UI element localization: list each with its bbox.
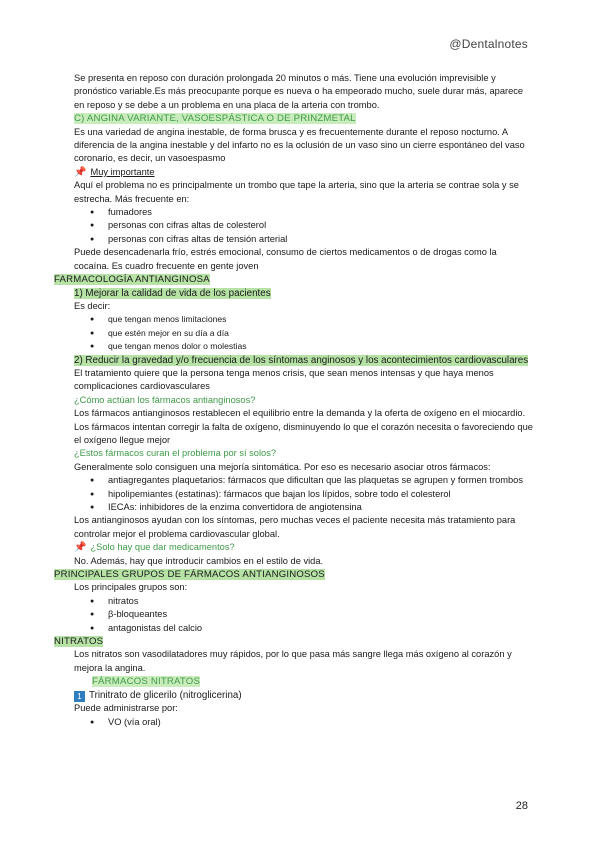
es-decir: Es decir: <box>74 300 111 311</box>
list-item: ● β-bloqueantes <box>90 608 534 621</box>
list-item: ● personas con cifras altas de colesterol <box>90 219 534 232</box>
list-item: ● VO (vía oral) <box>90 716 534 729</box>
pushpin-icon: 📌 <box>74 542 87 554</box>
answer-how: Los fármacos antianginosos restablecen el equilibrio entre la demanda y la oferta de oxígeno en el miocardio. Los fármacos intentan corregir la falta de oxígeno, disminuyendo lo que el corazón necesita o favoreciendo que el oxígeno llegue mejor <box>74 408 533 445</box>
list-item: ● nitratos <box>90 595 534 608</box>
drug-item-nitroglycerin <box>54 689 534 702</box>
admin-intro: Puede administrarse por: <box>74 703 178 714</box>
paragraph-unstable-angina: Se presenta en reposo con duración prolongada 20 minutos o más. Tiene una evolución imprevisible y pronóstico variable.Es más preocupante porque es nueva o ha empeorado mucho, suele durar más, aparece en reposo y se debe a un problema en una placa de la arteria con trombo. <box>74 73 524 110</box>
important-label: Muy importante <box>90 166 155 177</box>
list-item: ● que tengan menos dolor o molestias <box>90 340 534 353</box>
paragraph-vasospasm: Aquí el problema no es principalmente un trombo que tape la arteria, sino que la arteria se contrae sola y se estrecha. Más frecuente en: <box>74 180 519 204</box>
goal1-list <box>54 313 534 353</box>
drug-title: Trinitrato de glicerilo (nitroglicerina) <box>89 689 242 701</box>
paragraph-triggers: Puede desencadenarla frío, estrés emocional, consumo de ciertos medicamentos o de drogas como la cocaína. Es cuadro frecuente en gente joven <box>74 247 497 271</box>
admin-list <box>54 716 534 729</box>
heading-nitrate-drugs: FÁRMACOS NITRATOS <box>92 676 201 688</box>
goal-1: 1) Mejorar la calidad de vida de los pacientes <box>74 287 271 299</box>
number-badge: 1 <box>74 691 85 702</box>
paragraph-antianginal-help: Los antianginosos ayudan con los síntomas, pero muchas veces el paciente necesita más tratamiento para controlar mejor el problema cardiovascular global. <box>74 515 516 539</box>
groups-intro: Los principales grupos son: <box>74 582 188 593</box>
heading-nitratos: NITRATOS <box>54 636 104 648</box>
heading-main-groups: PRINCIPALES GRUPOS DE FÁRMACOS ANTIANGINOSOS <box>54 569 325 581</box>
question-cure: ¿Estos fármacos curan el problema por sí solos? <box>74 448 277 459</box>
question-only-meds-text: ¿Solo hay que dar medicamentos? <box>90 542 235 553</box>
question-how: ¿Cómo actúan los fármacos antianginosos? <box>74 394 256 405</box>
question-only-meds <box>54 541 534 554</box>
list-item: ● que estén mejor en su día a día <box>90 327 534 340</box>
important-note <box>54 166 534 179</box>
paragraph-treatment: El tratamiento quiere que la persona tenga menos crisis, que sean menos intensas y que haya menos complicaciones cardiovasculares <box>74 367 494 392</box>
page-content <box>54 72 534 729</box>
list-item: ● hipolipemiantes (estatinas): fármacos que bajan los lípidos, sobre todo el colesterol <box>90 488 534 501</box>
list-item: ● personas con cifras altas de tensión arterial <box>90 233 534 246</box>
list-item: ● IECAs: inhibidores de la enzima convertidora de angiotensina <box>90 501 534 514</box>
answer-cure: Generalmente solo consiguen una mejoría sintomática. Por eso es necesario asociar otros fármacos: <box>74 461 491 472</box>
paragraph-nitratos: Los nitratos son vasodilatadores muy rápidos, por lo que pasa más sangre llega más oxígeno al corazón y mejora la angina. <box>74 649 512 673</box>
goal-2: 2) Reducir la gravedad y/o frecuencia de los síntomas anginosos y los acontecimientos cardiovasculares <box>74 354 529 366</box>
answer-only-meds: No. Además, hay que introducir cambios en el estilo de vida. <box>74 555 324 566</box>
list-item: ● antagonistas del calcio <box>90 622 534 635</box>
list-item: ● antiagregantes plaquetarios: fármacos que dificultan que las plaquetas se agrupen y formen trombos <box>90 474 534 487</box>
pushpin-icon: 📌 <box>74 166 87 178</box>
heading-variant-angina: C) ANGINA VARIANTE, VASOESPÁSTICA O DE PRINZMETAL <box>74 113 356 125</box>
list-item: ● fumadores <box>90 206 534 219</box>
heading-pharmacology: FARMACOLOGÍA ANTIANGINOSA <box>54 274 210 286</box>
list-item: ● que tengan menos limitaciones <box>90 313 534 326</box>
paragraph-variant-angina: Es una variedad de angina inestable, de forma brusca y es frecuentemente durante el reposo nocturno. A diferencia de la angina inestable y del infarto no es la oclusión de un vaso sino un cierre espontáneo del vaso coronario, es decir, un vasoespasmo <box>74 126 525 164</box>
page-number: 28 <box>515 800 528 812</box>
associated-drugs-list <box>54 474 534 514</box>
groups-list <box>54 595 534 635</box>
author-handle: @Dentalnotes <box>449 37 528 51</box>
risk-list <box>54 206 534 246</box>
